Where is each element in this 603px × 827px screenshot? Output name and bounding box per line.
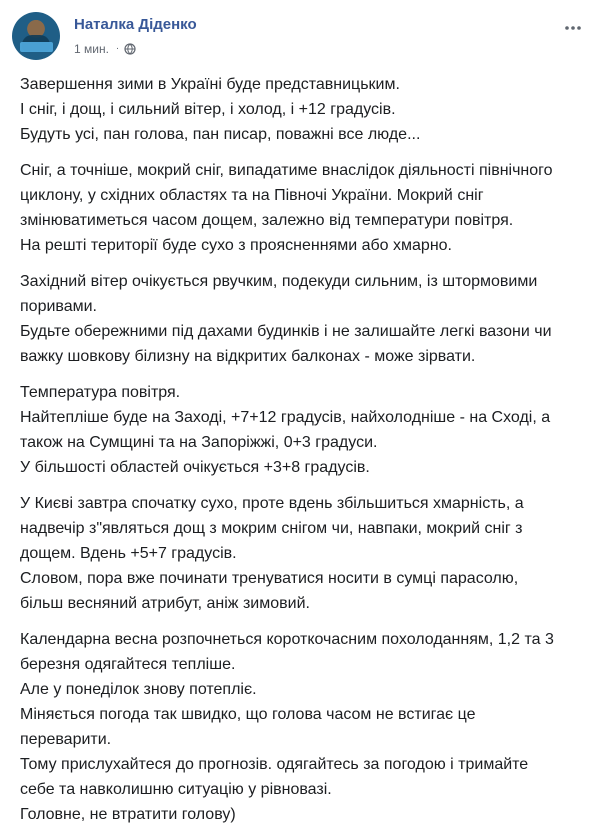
avatar-badge xyxy=(20,42,53,52)
post-text-line: більш весняний атрибут, аніж зимовий. xyxy=(20,595,310,612)
post-subline xyxy=(74,42,197,56)
post-text-line: Сніг, а точніше, мокрий сніг, випадатиме внаслідок діяльності північного xyxy=(20,162,553,179)
post-paragraph xyxy=(20,158,585,258)
post-header xyxy=(12,12,591,60)
post-text-line: поривами. xyxy=(20,298,97,315)
meta-separator: · xyxy=(115,43,120,54)
post-paragraph xyxy=(20,72,585,147)
author-name[interactable]: Наталка Діденко xyxy=(74,16,197,33)
post-text-line: Завершення зими в Україні буде представницьким. xyxy=(20,76,400,93)
post-text-line: У Києві завтра спочатку сухо, проте вдень збільшиться хмарність, а xyxy=(20,495,524,512)
post-text-line: Будуть усі, пан голова, пан писар, поважні все люде... xyxy=(20,126,421,143)
post-meta xyxy=(74,12,197,56)
post-paragraph xyxy=(20,627,585,827)
globe-icon xyxy=(124,43,136,55)
post-text-line: Тому прислухайтеся до прогнозів. одягайтесь за погодою і тримайте xyxy=(20,756,529,773)
post-text-line: Температура повітря. xyxy=(20,384,181,401)
more-horizontal-icon[interactable] xyxy=(561,16,585,40)
post-text-line: І сніг, і дощ, і сильний вітер, і холод, і +12 градусів. xyxy=(20,101,396,118)
post-text-line: У більшості областей очікується +3+8 градусів. xyxy=(20,459,370,476)
post-paragraph xyxy=(20,491,585,616)
post-text-line: На решті території буде сухо з проясненнями або хмарно. xyxy=(20,237,452,254)
post-text-line: себе та навколишню ситуацію у рівновазі. xyxy=(20,781,332,798)
post-text-line: змінюватиметься часом дощем, залежно від температури повітря. xyxy=(20,212,514,229)
post-text-line: переварити. xyxy=(20,731,112,748)
post-text-line: Західний вітер очікується рвучким, подекуди сильним, із штормовими xyxy=(20,273,538,290)
post-text-line: важку шовкову білизну на відкритих балконах - може зірвати. xyxy=(20,348,476,365)
author-avatar[interactable] xyxy=(12,12,60,60)
post-paragraph xyxy=(20,269,585,369)
post-text-line: березня одягайтеся тепліше. xyxy=(20,656,236,673)
post-body xyxy=(20,72,585,827)
post-timestamp[interactable]: 1 мин. xyxy=(74,42,109,56)
post-text-line: Словом, пора вже починати тренуватися носити в сумці парасолю, xyxy=(20,570,519,587)
post-paragraph xyxy=(20,380,585,480)
post-text-line: Найтепліше буде на Заході, +7+12 градусів, найхолодніше - на Сході, а xyxy=(20,409,551,426)
post-text-line: Будьте обережними під дахами будинків і не залишайте легкі вазони чи xyxy=(20,323,552,340)
post-text-line: Головне, не втратити голову) xyxy=(20,806,236,823)
post-text-line: циклону, у східних областях та на Півночі України. Мокрий сніг xyxy=(20,187,484,204)
post-text-line: також на Сумщині та на Запоріжжі, 0+3 градуси. xyxy=(20,434,378,451)
post-text-line: Міняється погода так швидко, що голова часом не встигає це xyxy=(20,706,476,723)
post-text-line: Але у понеділок знову потепліє. xyxy=(20,681,257,698)
post-text-line: Календарна весна розпочнеться короткочасним похолоданням, 1,2 та 3 xyxy=(20,631,554,648)
post-text-line: надвечір з"являться дощ з мокрим снігом чи, навпаки, мокрий сніг з xyxy=(20,520,523,537)
post-text-line: дощем. Вдень +5+7 градусів. xyxy=(20,545,237,562)
